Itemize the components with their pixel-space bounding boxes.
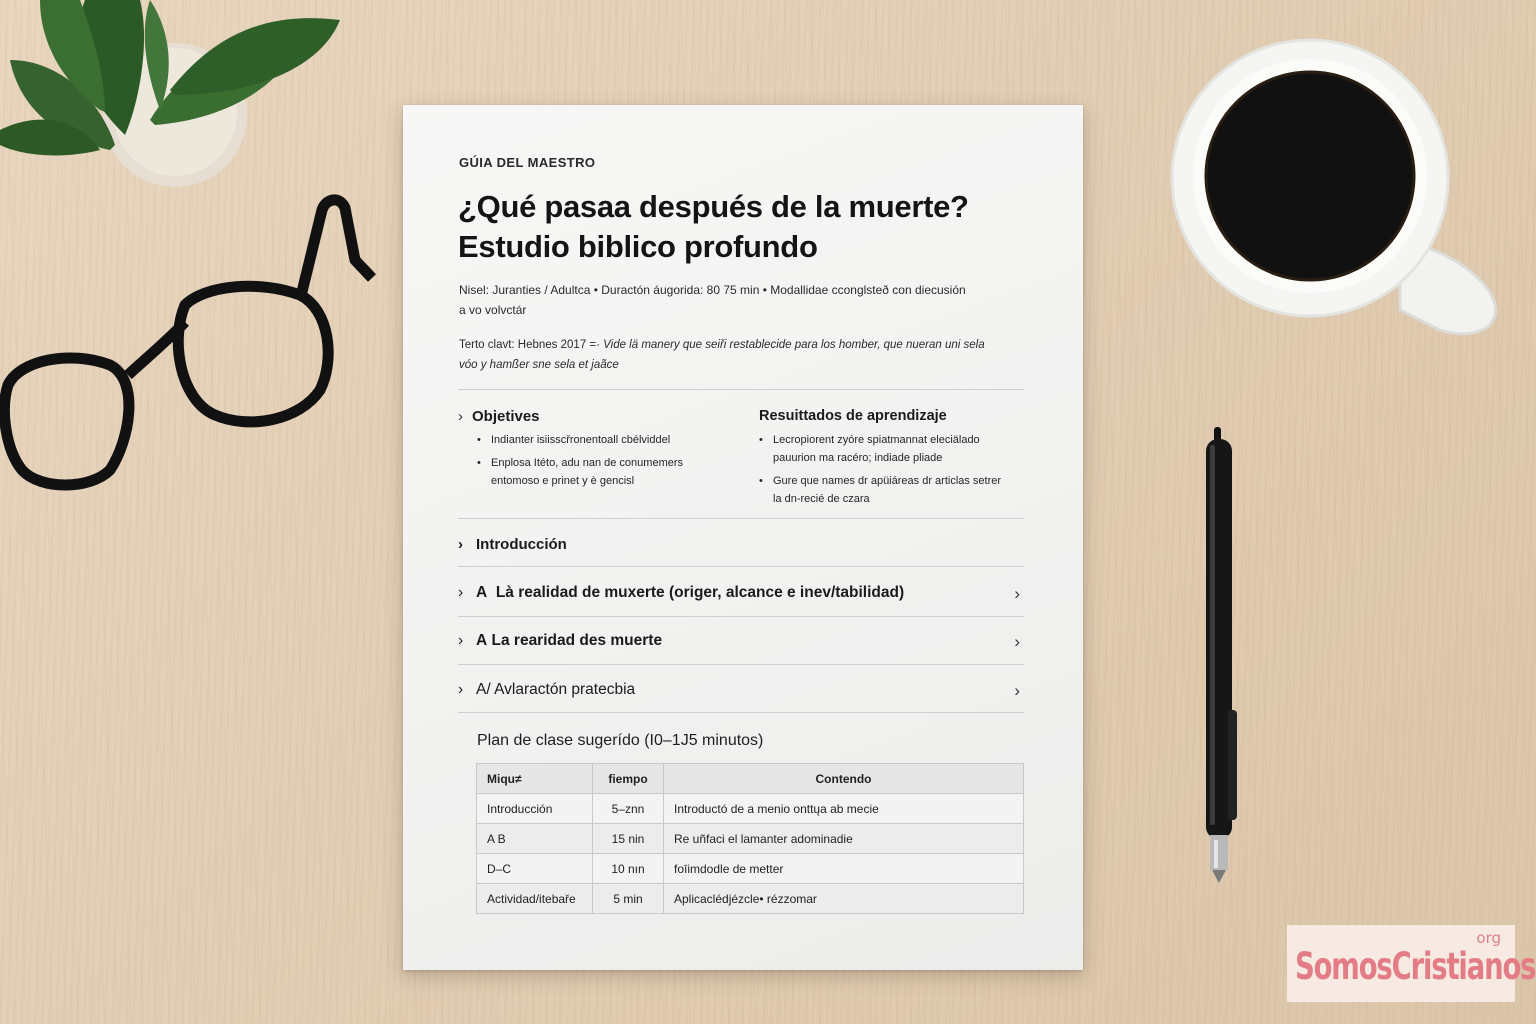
table-cell: 5 min	[593, 884, 664, 914]
section-realidad-muerte: › A Là realidad de muxerte (origer, alcance e inev/tabilidad) ›	[458, 584, 1020, 603]
pen-image	[1190, 425, 1250, 885]
key-text-line-1: Vide lä manery que seiři restablecide para los homber, que nueran uni sela	[603, 339, 985, 351]
list-item: • Gure que names dr apüiáreas dr articlas setrer la dn-recié de czara	[759, 472, 1009, 508]
table-cell: 15 nin	[593, 824, 664, 854]
chevron-right-icon: ›	[1014, 632, 1020, 651]
table-cell: D–C	[477, 854, 593, 884]
chevron-right-icon: ›	[458, 632, 464, 649]
divider	[458, 616, 1024, 617]
table-cell: Actividad/itebaře	[477, 884, 593, 914]
objectives-heading: › Objetives	[458, 408, 540, 425]
watermark-name: SomosCristianos	[1295, 945, 1536, 988]
table-cell: Introductó de a menio onttųa ab mecie	[664, 794, 1024, 824]
chevron-right-icon: ›	[1014, 584, 1020, 603]
lesson-plan-table	[476, 763, 1024, 914]
key-text-line-2: vóo y hamßer sne sela et jaãce	[459, 359, 619, 371]
column-header: Miqu≠	[477, 764, 593, 794]
divider	[458, 664, 1024, 665]
list-item: • Lecropiorent zyóre spiatmannat eleciälado pauurion ma racéro; indiade pliade	[759, 431, 1009, 467]
plant-image	[0, 0, 360, 210]
chevron-right-icon: ›	[1014, 681, 1020, 700]
title-line-2: Estudio biblico profundo	[458, 229, 818, 264]
table-row	[477, 884, 1024, 914]
section-introduccion: › Introducción	[458, 536, 567, 553]
table-cell: foīimdodle de metter	[664, 854, 1024, 884]
list-item: • Enplosa Itéto, adu nan de conumemers entomoso e prinet y è gencisl	[477, 454, 707, 490]
list-item: • Indianter isiisscřronentoall cbélviddel	[477, 431, 707, 449]
title-line-1: ¿Qué pasaa después de la muerte?	[458, 189, 969, 224]
table-cell: Re uñfaci el lamanter adominadie	[664, 824, 1024, 854]
column-header: fiempo	[593, 764, 664, 794]
section-aplicacion-practica: › A/ Avlaractón pratecbia ›	[458, 681, 1020, 700]
chevron-right-icon: ›	[458, 584, 464, 601]
plan-title: Plan de clase sugerído (I0–1J5 minutos)	[477, 732, 764, 749]
meta-line-2: a vo volvctár	[459, 303, 527, 317]
lesson-meta	[459, 280, 1019, 320]
coffee-mug-image	[1150, 30, 1510, 350]
table-cell: 5–znn	[593, 794, 664, 824]
divider	[458, 566, 1024, 567]
divider	[458, 389, 1024, 390]
table-cell: A B	[477, 824, 593, 854]
meta-line-1: Nisel: Juranties / Adultca • Duractón áugorida: 80 75 min • Modallidae cconglsteð con diecusión	[459, 283, 966, 297]
table-row	[477, 824, 1024, 854]
results-list	[759, 431, 1009, 513]
table-cell: Aplicaclédjézcle• rézzomar	[664, 884, 1024, 914]
eyeglasses-image	[0, 190, 380, 500]
divider	[458, 518, 1024, 519]
results-heading: Resuittados de aprendizaje	[759, 408, 947, 424]
key-text	[459, 335, 1039, 375]
section-rearidad-muerte: › A La rearidad des muerte ›	[458, 632, 1020, 651]
chevron-right-icon: ›	[458, 536, 463, 553]
table-header-row	[477, 764, 1024, 794]
teacher-guide-sheet	[403, 105, 1083, 970]
divider	[458, 712, 1024, 713]
key-text-label: Terto clavt: Hebnes 2017 =·	[459, 339, 600, 351]
table-cell: 10 nın	[593, 854, 664, 884]
watermark-org: org	[1476, 929, 1501, 947]
document-title	[458, 187, 1058, 267]
eyebrow-label: GÚIA DEL MAESTRO	[459, 155, 596, 170]
table-row	[477, 854, 1024, 884]
objectives-list	[477, 431, 707, 495]
chevron-right-icon: ›	[458, 408, 463, 425]
table-row	[477, 794, 1024, 824]
chevron-right-icon: ›	[458, 681, 464, 698]
table-cell: Introducción	[477, 794, 593, 824]
column-header: Contendo	[664, 764, 1024, 794]
watermark-logo	[1287, 925, 1536, 1002]
